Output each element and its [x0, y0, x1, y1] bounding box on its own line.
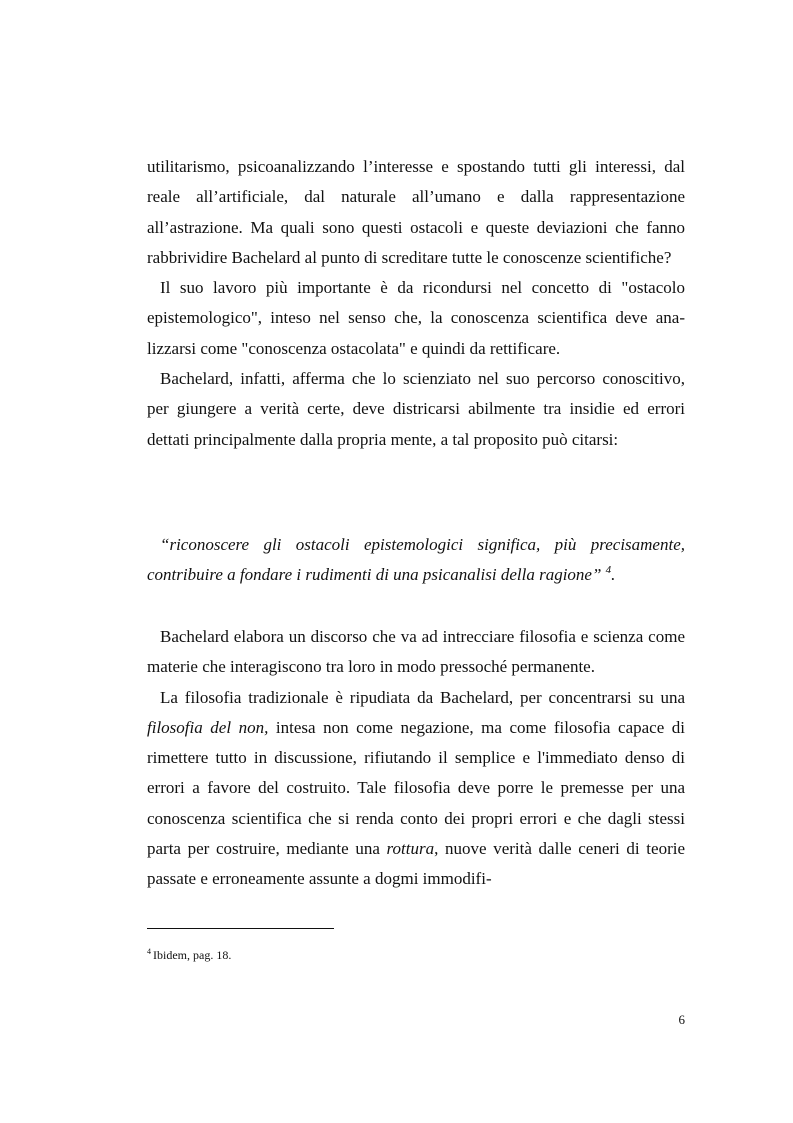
paragraph-ostacolo: Il suo lavoro più importante è da ricondursi nel concetto di "ostacolo epistemologico", inteso nel senso che, la conoscenza scientifica deve analizzarsi come "conoscenza ostacolata" e quindi da rettificare. [147, 278, 685, 358]
paragraph-text-part: intesa non come negazione, ma come filosofia capace di rimettere tutto in discussione, rifiutando il semplice e l'immediato denso di errori a favore del costruito. Tale filosofia deve porre le premesse per una conoscenza scientifica che si renda conto dei propri errori e che dagli stessi parta per costruire, mediante una [147, 717, 686, 859]
quote-end-punctuation: . [611, 565, 616, 585]
italic-term-rottura: rottura [386, 839, 435, 859]
quote-text: “riconoscere gli ostacoli epistemologici significa, più precisamente, contribuire a fondare i rudimenti di una psicanalisi della ragione” [147, 535, 685, 585]
paragraph-bachelard-afferma: Bachelard, infatti, afferma che lo scienziato nel suo percorso conoscitivo, per giungere a verità certe, deve districarsi abilmente tra insidie ed errori dettati principalmente dalla propria mente, a tal proposito può citarsi: [147, 369, 685, 449]
paragraph-text-part: , nuove verità dalle ceneri di teorie passate e erroneamente assunte a dogmi immodifi- [147, 839, 685, 889]
page-number: 6 [678, 1012, 685, 1027]
italic-term-filosofia-del-non: filosofia del non, [147, 717, 269, 737]
body-text-top [147, 152, 685, 455]
quote-paragraph [147, 530, 685, 591]
paragraph-continuation: utilitarismo, psicoanalizzando l’interesse e spostando tutti gli interessi, dal reale all’artificiale, dal naturale all’umano e dalla rappresentazione all’astrazione. Ma quali sono questi ostacoli e queste deviazioni che fanno rabbrividire Bachelard al punto di screditare tutte le conoscenze scientifiche? [147, 157, 685, 267]
paragraph-discorso: Bachelard elabora un discorso che va ad intrecciare filosofia e scienza come materie che interagiscono tra loro in modo pressoché permanente. [147, 627, 685, 677]
paragraph-filosofia-del-non [147, 683, 685, 895]
footnote-divider [147, 928, 334, 929]
block-quote [147, 530, 685, 591]
footnote [147, 947, 231, 963]
paragraph-text-part: La filosofia tradizionale è ripudiata da Bachelard, per concentrarsi su una [160, 687, 685, 707]
footnote-text: Ibidem, pag. 18. [153, 948, 232, 962]
footnote-number: 4 [147, 947, 151, 956]
quote-footnote-ref: 4 [605, 564, 612, 577]
body-text-bottom [147, 622, 685, 895]
